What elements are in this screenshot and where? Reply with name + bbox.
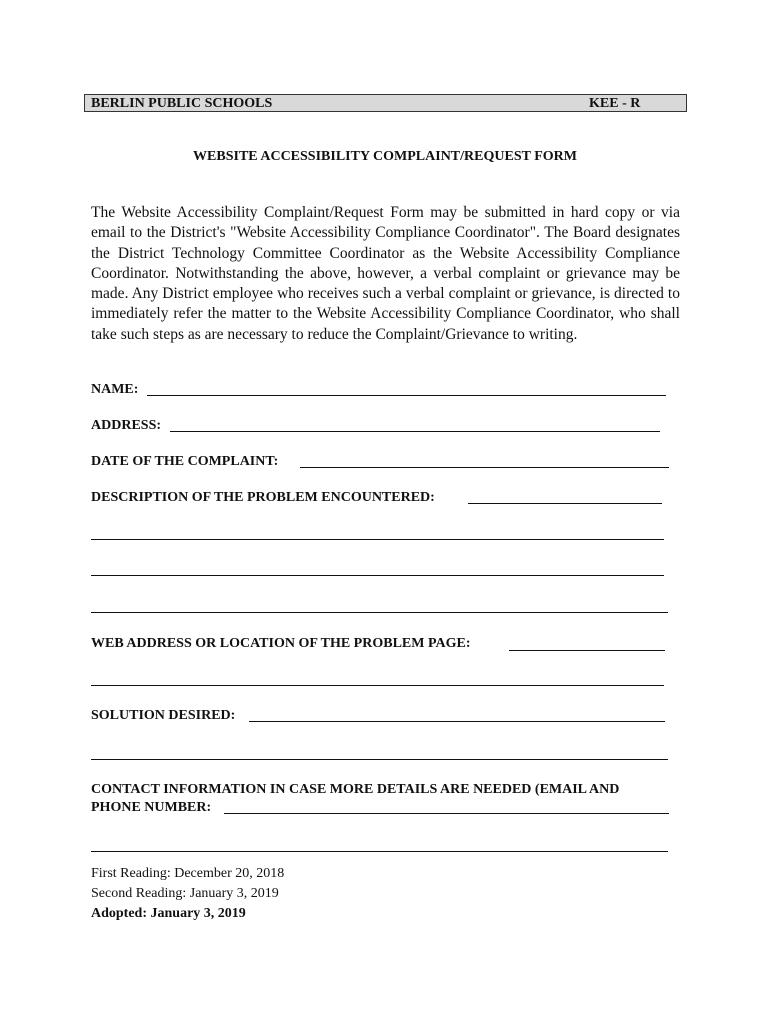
form-title: WEBSITE ACCESSIBILITY COMPLAINT/REQUEST FORM [193,149,577,164]
solution-field-line-1[interactable] [249,721,665,722]
solution-field-line-2[interactable] [91,759,668,760]
adopted-date: Adopted: January 3, 2019 [91,906,246,921]
web-address-field-line-1[interactable] [509,650,665,651]
name-label: NAME: [91,382,139,397]
description-field-line-4[interactable] [91,612,668,613]
second-reading: Second Reading: January 3, 2019 [91,886,279,901]
description-field-line-2[interactable] [91,539,664,540]
date-label: DATE OF THE COMPLAINT: [91,454,279,469]
description-field-line-3[interactable] [91,575,664,576]
description-field-line-1[interactable] [468,503,662,504]
contact-field-line-1[interactable] [224,813,669,814]
web-address-field-line-2[interactable] [91,685,664,686]
web-address-label: WEB ADDRESS OR LOCATION OF THE PROBLEM PAGE: [91,636,471,651]
contact-label-line-1: CONTACT INFORMATION IN CASE MORE DETAILS ARE NEEDED (EMAIL AND [91,782,620,797]
address-field[interactable] [170,431,660,432]
solution-label: SOLUTION DESIRED: [91,708,236,723]
policy-code: KEE - R [589,96,641,111]
district-name: BERLIN PUBLIC SCHOOLS [91,96,273,111]
first-reading: First Reading: December 20, 2018 [91,866,285,881]
date-field[interactable] [300,467,669,468]
header-bar [84,94,687,112]
contact-label-line-2: PHONE NUMBER: [91,800,212,815]
adoption-history [91,864,284,924]
address-label: ADDRESS: [91,418,162,433]
contact-field-line-2[interactable] [91,851,668,852]
description-label: DESCRIPTION OF THE PROBLEM ENCOUNTERED: [91,490,435,505]
name-field[interactable] [147,395,666,396]
intro-paragraph: The Website Accessibility Complaint/Request Form may be submitted in hard copy or via email to the District's "Website Accessibility Compliance Coordinator". The Board designates the District Technology Committee Coordinator as the Website Accessibility Compliance Coordinator. Notwithstanding the above, however, a verbal complaint or grievance may be made. Any District employee who receives such a verbal complaint or grievance, is directed to immediately refer the matter to the Website Accessibility Compliance Coordinator, who shall take such steps as are necessary to reduce the Complaint/Grievance to writing. [91,204,680,343]
